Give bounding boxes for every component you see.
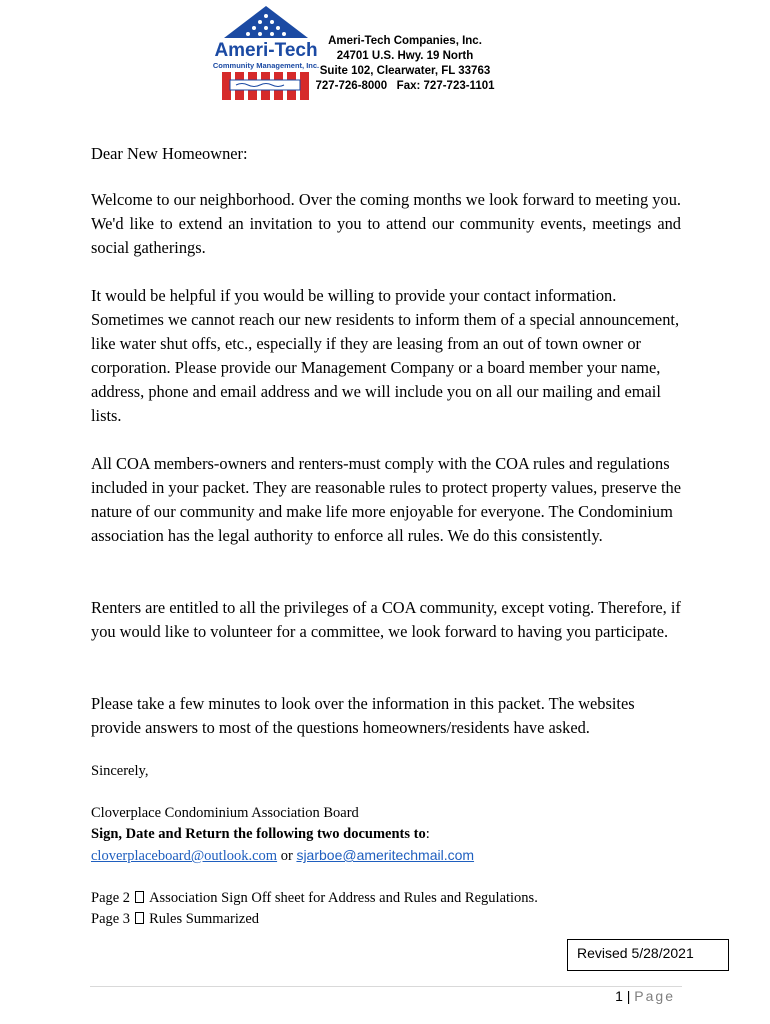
paragraph-packet: Please take a few minutes to look over the information in this packet. The websites provide answers to most of the questions homeowners/residents have asked. bbox=[91, 694, 635, 737]
page-3-text: Rules Summarized bbox=[149, 911, 260, 927]
email-link-board[interactable]: cloverplaceboard@outlook.com bbox=[91, 848, 278, 864]
page-2-item bbox=[91, 888, 538, 909]
revised-date-box: Revised 5/28/2021 bbox=[567, 939, 729, 971]
address-line-2: Suite 102, Clearwater, FL 33763 bbox=[319, 65, 491, 77]
logo-subtitle: Community Management, Inc. bbox=[212, 61, 320, 70]
phone-fax: 727-726-8000 Fax: 727-723-1101 bbox=[315, 80, 495, 92]
signature: Cloverplace Condominium Association Board bbox=[91, 805, 359, 821]
company-logo bbox=[212, 6, 320, 102]
paragraph-renters: Renters are entitled to all the privileges of a COA community, except voting. Therefore, if you would like to volunteer for a committee, we look forward to having you participate. bbox=[91, 598, 681, 641]
closing: Sincerely, bbox=[91, 763, 149, 779]
paragraph-contact-info: It would be helpful if you would be willing to provide your contact information. Sometimes we cannot reach our new residents to inform them of a special announcement, like water shut offs, etc., especially if they are leasing from an out of town owner or corporation. Please provide our Management Company or a board member your name, address, phone and email address and we will include you on all our mailing and email lists. bbox=[91, 286, 680, 425]
return-instruction-text: Sign, Date and Return the following two documents to bbox=[91, 826, 426, 842]
page-3-prefix: Page 3 bbox=[91, 911, 131, 927]
paragraph-rules: All COA members-owners and renters-must comply with the COA rules and regulations included in your packet. They are reasonable rules to protect property values, preserve the nature of our community and make life more enjoyable for everyone. The Condominium association has the legal authority to enforce all rules. We do this consistently. bbox=[91, 454, 681, 545]
salutation: Dear New Homeowner: bbox=[91, 144, 248, 163]
page-footer bbox=[615, 988, 675, 1004]
footer-separator: | bbox=[622, 988, 635, 1004]
letterhead bbox=[300, 34, 510, 94]
page-2-prefix: Page 2 bbox=[91, 890, 131, 906]
page-word: Page bbox=[634, 988, 675, 1004]
company-name: Ameri-Tech Companies, Inc. bbox=[328, 35, 482, 47]
checkbox-icon bbox=[135, 891, 144, 903]
logo-title: Ameri-Tech bbox=[214, 40, 318, 61]
email-link-sjarboe[interactable]: sjarboe@ameritechmail.com bbox=[296, 847, 475, 863]
page-number: 1 bbox=[615, 988, 623, 1004]
footer-divider bbox=[90, 986, 682, 987]
page-2-text: Association Sign Off sheet for Address and Rules and Regulations. bbox=[149, 890, 538, 906]
paragraph-welcome: Welcome to our neighborhood. Over the coming months we look forward to meeting you. We'd like to extend an invitation to you to attend our community events, meetings and social gatherings. bbox=[91, 190, 681, 257]
page-3-item bbox=[91, 909, 259, 930]
address-line-1: 24701 U.S. Hwy. 19 North bbox=[336, 50, 474, 62]
checkbox-icon bbox=[135, 912, 144, 924]
email-or: or bbox=[277, 848, 297, 864]
email-line bbox=[91, 845, 474, 867]
return-instruction-colon: : bbox=[425, 826, 430, 842]
return-instruction bbox=[91, 824, 430, 845]
